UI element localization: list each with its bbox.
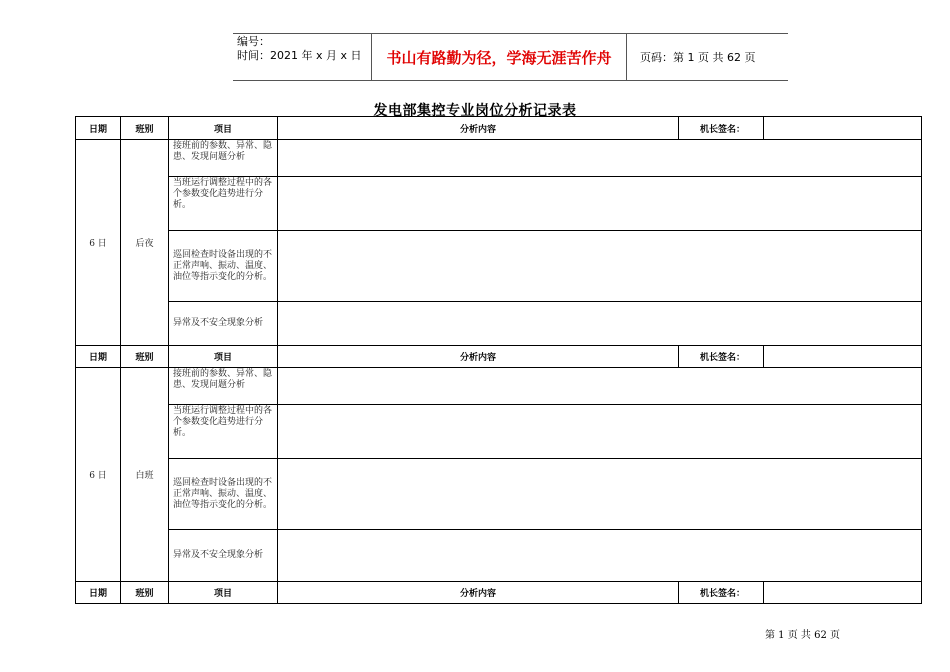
item-cell: 异常及不安全现象分析: [169, 530, 278, 582]
table-row: [76, 459, 922, 530]
item-cell: 巡回检查时设备出现的不正常声响、振动、温度、油位等指示变化的分析。: [169, 231, 278, 302]
column-header-shift: 班别: [121, 346, 169, 368]
column-header-item: 项目: [169, 582, 278, 604]
content-field[interactable]: [278, 530, 922, 582]
table-row: [76, 231, 922, 302]
column-header-item: 项目: [169, 346, 278, 368]
content-field[interactable]: [278, 405, 922, 459]
page-footer: 第 1 页 共 62 页: [765, 630, 840, 641]
date-cell: 6 日: [76, 368, 121, 582]
item-cell: 当班运行调整过程中的各个参数变化趋势进行分析。: [169, 405, 278, 459]
page-header: [233, 33, 788, 81]
header-divider: [371, 34, 372, 80]
table-header-row: [76, 346, 922, 368]
column-header-content: 分析内容: [278, 346, 679, 368]
column-header-date: 日期: [76, 346, 121, 368]
document-number-label: 编号：: [237, 35, 270, 48]
table-row: [76, 530, 922, 582]
column-header-content: 分析内容: [278, 582, 679, 604]
column-header-signature: 机长签名：: [679, 117, 764, 140]
content-field[interactable]: [278, 140, 922, 177]
content-field[interactable]: [278, 302, 922, 346]
signature-field[interactable]: [764, 582, 922, 604]
item-cell: 巡回检查时设备出现的不正常声响、振动、温度、油位等指示变化的分析。: [169, 459, 278, 530]
document-time-label: 时间：2021 年 x 月 x 日: [237, 49, 362, 62]
table-header-row: [76, 582, 922, 604]
column-header-date: 日期: [76, 117, 121, 140]
item-cell: 当班运行调整过程中的各个参数变化趋势进行分析。: [169, 177, 278, 231]
column-header-content: 分析内容: [278, 117, 679, 140]
column-header-item: 项目: [169, 117, 278, 140]
table-row: [76, 140, 922, 177]
signature-field[interactable]: [764, 117, 922, 140]
signature-field[interactable]: [764, 346, 922, 368]
motto-text: 书山有路勤为径，学海无涯苦作舟: [386, 49, 612, 67]
item-cell: 接班前的参数、异常、隐患、发现问题分析: [169, 368, 278, 405]
table-row: [76, 368, 922, 405]
table-row: [76, 405, 922, 459]
shift-cell: 后夜: [121, 140, 169, 346]
content-field[interactable]: [278, 368, 922, 405]
table-row: [76, 302, 922, 346]
column-header-date: 日期: [76, 582, 121, 604]
content-field[interactable]: [278, 231, 922, 302]
column-header-signature: 机长签名：: [679, 582, 764, 604]
shift-cell: 白班: [121, 368, 169, 582]
table-header-row: [76, 117, 922, 140]
content-field[interactable]: [278, 459, 922, 530]
date-cell: 6 日: [76, 140, 121, 346]
column-header-shift: 班别: [121, 117, 169, 140]
document-title: 发电部集控专业岗位分析记录表: [373, 103, 577, 119]
page-number-label: 页码：第 1 页 共 62 页: [640, 51, 756, 64]
column-header-signature: 机长签名：: [679, 346, 764, 368]
item-cell: 接班前的参数、异常、隐患、发现问题分析: [169, 140, 278, 177]
item-cell: 异常及不安全现象分析: [169, 302, 278, 346]
header-divider: [626, 34, 627, 80]
column-header-shift: 班别: [121, 582, 169, 604]
content-field[interactable]: [278, 177, 922, 231]
table-row: [76, 177, 922, 231]
analysis-record-table: [75, 116, 922, 604]
